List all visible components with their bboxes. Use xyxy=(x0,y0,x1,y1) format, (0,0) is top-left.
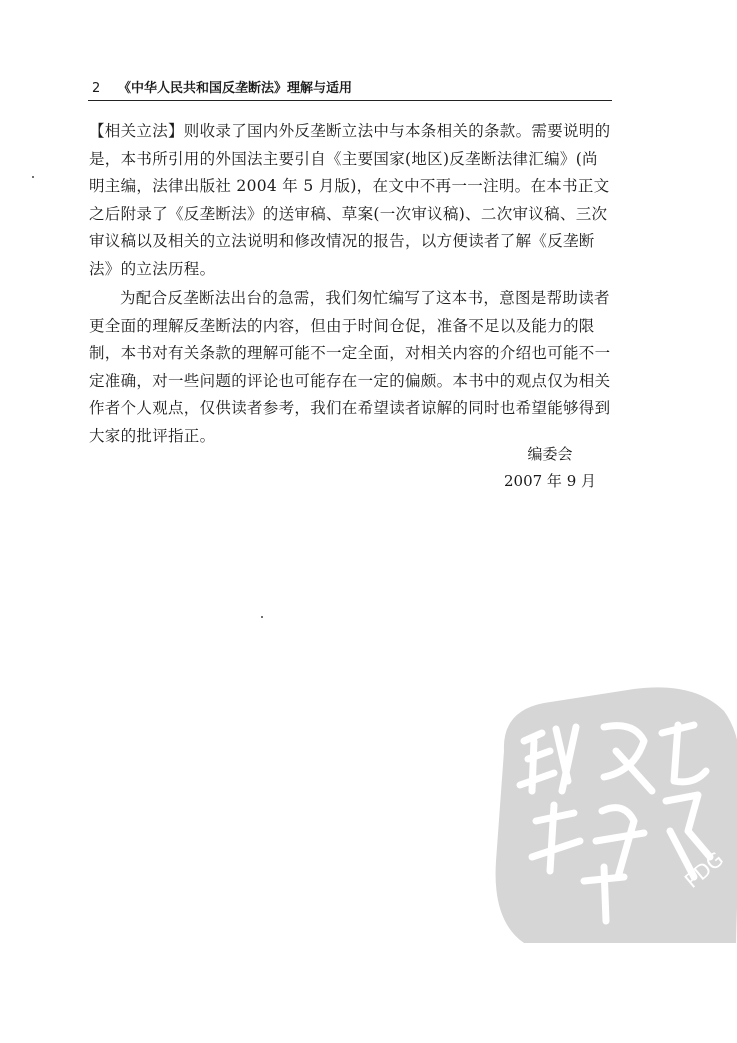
paragraph-purpose: 为配合反垄断法出台的急需，我们匆忙编写了这本书，意图是帮助读者更全面的理解反垄断法的内容，但由于时间仓促，准备不足以及能力的限制，本书对有关条款的理解可能不一定全面，对相关内容的介绍也可能不一定准确，对一些问题的评论也可能存在一定的偏颇。本书中的观点仅为相关作者个人观点，仅供读者参考，我们在希望读者谅解的同时也希望能够得到大家的批评指正。 xyxy=(89,289,611,445)
book-title: 《中华人民共和国反垄断法》理解与适用 xyxy=(118,81,353,96)
signature-block xyxy=(480,441,620,495)
scan-speck xyxy=(261,616,263,618)
scan-speck xyxy=(32,176,34,178)
page-number: 2 xyxy=(92,81,101,96)
header-rule xyxy=(88,100,612,101)
body-text xyxy=(89,118,611,450)
signature-date: 2007 年 9 月 xyxy=(503,472,597,490)
signature-author: 编委会 xyxy=(527,445,573,463)
paragraph-related-legislation: 【相关立法】则收录了国内外反垄断立法中与本条相关的条款。需要说明的是，本书所引用的外国法主要引自《主要国家(地区)反垄断法律汇编》(尚明主编，法律出版社 2004 年 5 月版)，在文中不再一一注明。在本书正文之后附录了《反垄断法》的送审稿、草案(一次审议稿)、二次审议稿、三次审议稿以及相关的立法说明和修改情况的报告，以方便读者了解《反垄断法》的立法历程。 xyxy=(89,122,611,278)
pdg-seal-watermark xyxy=(484,681,737,943)
watermark-label: PDG xyxy=(679,846,729,893)
